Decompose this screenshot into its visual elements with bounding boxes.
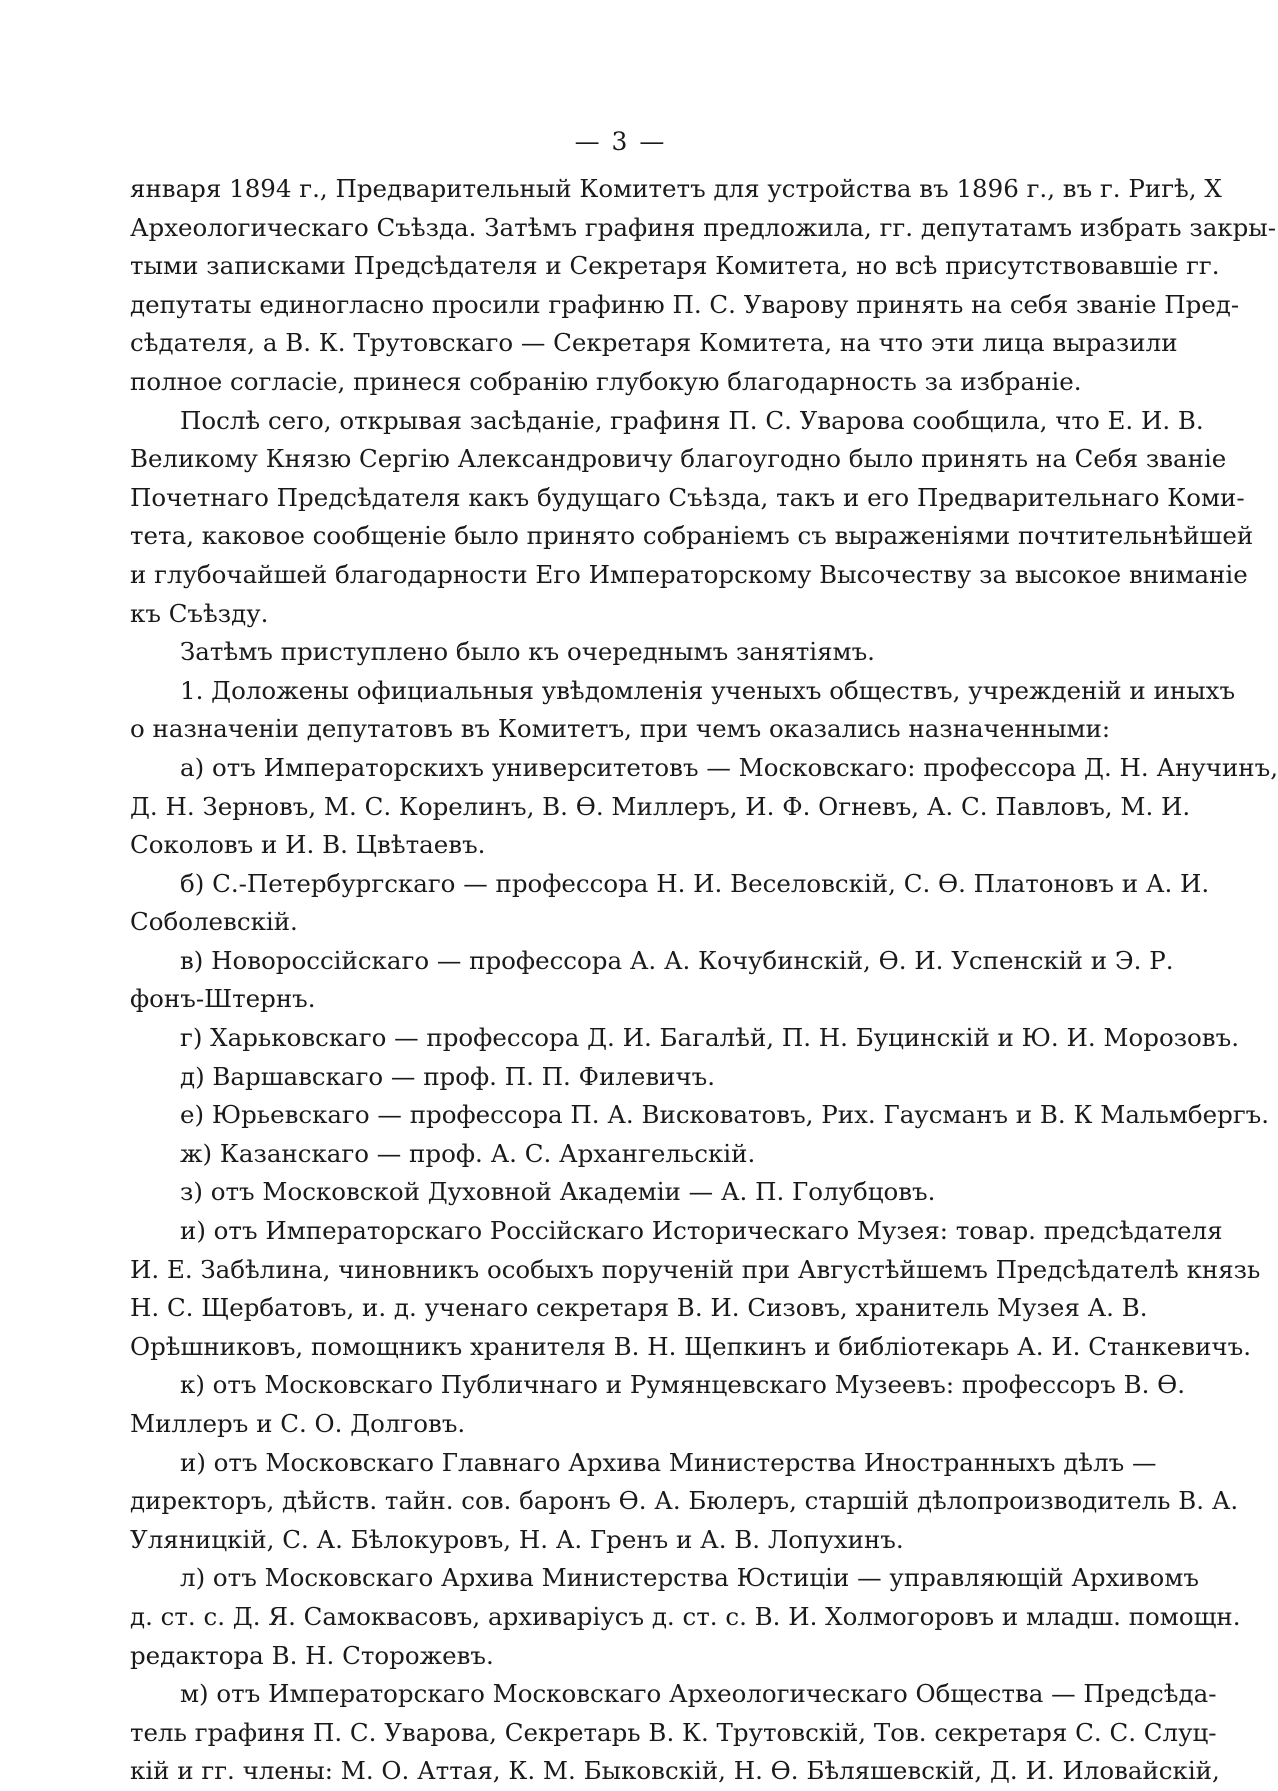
text-line: о назначеніи депутатовъ въ Комитетъ, при чемъ оказались назначенными: — [130, 714, 1111, 744]
text-line: Д. Н. Зерновъ, М. С. Корелинъ, В. Ѳ. Миллеръ, И. Ф. Огневъ, А. С. Павловъ, М. И. — [130, 791, 1191, 821]
paragraph — [130, 865, 1210, 942]
paragraph — [130, 1559, 1241, 1675]
text-line: д) Варшавскаго — проф. П. П. Филевичъ. — [180, 1061, 716, 1091]
text-line: И. Е. Забѣлина, чиновникъ особыхъ порученій при Августѣйшемъ Предсѣдателѣ князь — [130, 1254, 1261, 1284]
text-line: и) отъ Московскаго Главнаго Архива Министерства Иностранныхъ дѣлъ — — [180, 1447, 1157, 1477]
paragraph — [130, 633, 1110, 672]
text-line: Уляницкій, С. А. Бѣлокуровъ, Н. А. Гренъ и А. В. Лопухинъ. — [130, 1524, 904, 1554]
text-line: тель графиня П. С. Уварова, Секретарь В. К. Трутовскій, Тов. секретаря С. С. Слуц- — [130, 1717, 1217, 1747]
paragraph — [130, 1135, 1110, 1174]
text-line: Послѣ сего, открывая засѣданіе, графиня П. С. Уварова сообщила, что Е. И. В. — [180, 405, 1204, 435]
paragraph — [130, 1058, 1110, 1097]
text-line: е) Юрьевскаго — профессора П. А. Висковатовъ, Рих. Гаусманъ и В. К Мальмбергъ. — [180, 1100, 1270, 1130]
paragraph — [130, 170, 1277, 402]
text-line: Великому Князю Сергію Александровичу благоугодно было принять на Себя званіе — [130, 444, 1227, 474]
text-line: б) С.-Петербургскаго — профессора Н. И. Веселовскій, С. Ѳ. Платоновъ и А. И. — [180, 868, 1210, 898]
text-line: и) отъ Императорскаго Россійскаго Историческаго Музея: товар. предсѣдателя — [180, 1216, 1223, 1246]
text-line: полное согласіе, принеся собранію глубокую благодарность за избраніе. — [130, 366, 1082, 396]
text-line: 1. Доложены официальныя увѣдомленія ученыхъ обществъ, учрежденій и иныхъ — [180, 675, 1236, 705]
text-line: д. ст. с. Д. Я. Самоквасовъ, архиваріусъ д. ст. с. В. И. Холмогоровъ и младш. помощн. — [130, 1601, 1241, 1631]
paragraph — [130, 1366, 1186, 1443]
body-text — [130, 170, 1278, 1791]
text-line: Соколовъ и И. В. Цвѣтаевъ. — [130, 830, 486, 860]
text-line: тета, каковое сообщеніе было принято собраніемъ съ выраженіями почтительнѣйшей — [130, 521, 1254, 551]
text-line: кій и гг. члены: М. О. Аттая, К. М. Быковскій, Н. Ѳ. Бѣляшевскій, Д. И. Иловайскій, — [130, 1756, 1220, 1786]
paragraph — [130, 402, 1254, 634]
paragraph — [130, 749, 1278, 865]
text-line: къ Съѣзду. — [130, 598, 269, 628]
text-line: л) отъ Московскаго Архива Министерства Юстиціи — управляющій Архивомъ — [180, 1563, 1199, 1593]
text-line: января 1894 г., Предварительный Комитетъ для устройства въ 1896 г., въ г. Ригѣ, X — [130, 174, 1222, 203]
text-line: м) отъ Императорскаго Московскаго Археологическаго Общества — Предсѣда- — [180, 1679, 1217, 1709]
text-line: фонъ-Штернъ. — [130, 984, 316, 1014]
paragraph — [130, 1019, 1239, 1058]
text-line: тыми записками Предсѣдателя и Секретаря Комитета, но всѣ присутствовавшіе гг. — [130, 251, 1220, 281]
text-line: а) отъ Императорскихъ университетовъ — Московскаго: профессора Д. Н. Анучинъ, — [180, 752, 1278, 782]
paragraph — [130, 1096, 1270, 1135]
text-line: в) Новороссійскаго — профессора А. А. Кочубинскій, Ѳ. И. Успенскій и Э. Р. — [180, 945, 1174, 975]
text-line: директоръ, дѣйств. тайн. сов. баронъ Ѳ. А. Бюлеръ, старшій дѣлопроизводитель В. А. — [130, 1486, 1239, 1516]
text-line: ж) Казанскаго — проф. А. С. Архангельскій. — [180, 1138, 756, 1168]
text-line: и глубочайшей благодарности Его Императорскому Высочеству за высокое вниманіе — [130, 559, 1248, 589]
text-line: депутаты единогласно просили графиню П. С. Уварову принять на себя званіе Пред- — [130, 289, 1240, 319]
page-number: — 3 — — [574, 127, 667, 156]
paragraph — [130, 1675, 1220, 1791]
text-line: Миллеръ и С. О. Долговъ. — [130, 1409, 466, 1438]
text-line: Соболевскій. — [130, 907, 298, 937]
paragraph — [130, 1212, 1261, 1366]
text-line: Н. С. Щербатовъ, и. д. ученаго секретаря В. И. Сизовъ, хранитель Музея А. В. — [130, 1293, 1148, 1323]
text-line: з) отъ Московской Духовной Академіи — А. П. Голубцовъ. — [180, 1177, 936, 1207]
text-line: Археологическаго Съѣзда. Затѣмъ графиня предложила, гг. депутатамъ избрать закры- — [130, 212, 1277, 242]
text-line: сѣдателя, а В. К. Трутовскаго — Секретаря Комитета, на что эти лица выразили — [130, 328, 1178, 358]
paragraph — [130, 1444, 1239, 1560]
paragraph — [130, 942, 1174, 1019]
text-line: к) отъ Московскаго Публичнаго и Румянцевскаго Музеевъ: профессоръ В. Ѳ. — [180, 1370, 1186, 1400]
paragraph — [130, 672, 1236, 749]
text-line: Почетнаго Предсѣдателя какъ будущаго Съѣзда, такъ и его Предварительнаго Коми- — [130, 482, 1245, 512]
text-line: г) Харьковскаго — профессора Д. И. Багалѣй, П. Н. Буцинскій и Ю. И. Морозовъ. — [180, 1023, 1239, 1053]
text-line: редактора В. Н. Сторожевъ. — [130, 1640, 494, 1670]
text-line: Затѣмъ приступлено было къ очереднымъ занятіямъ. — [180, 637, 875, 667]
paragraph — [130, 1173, 1110, 1212]
text-line: Орѣшниковъ, помощникъ хранителя В. Н. Щепкинъ и библіотекарь А. И. Станкевичъ. — [130, 1331, 1251, 1361]
